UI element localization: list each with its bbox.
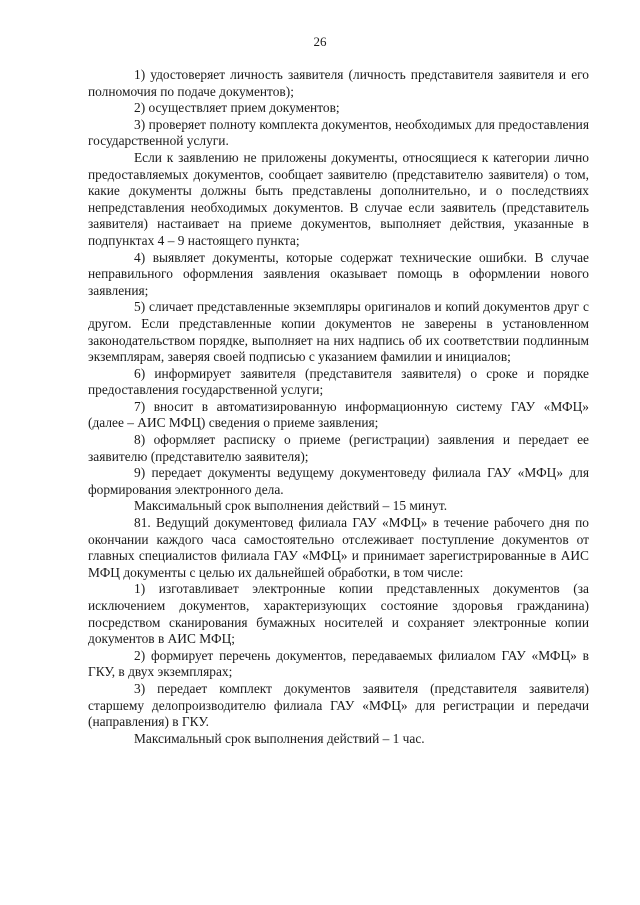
paragraph-81-item-3: 3) передает комплект документов заявителя (представителя заявителя) старшему делопроизводителю филиала ГАУ «МФЦ» для регистрации и передачи (направления) в ГКУ.: [88, 680, 589, 730]
document-body: [88, 67, 589, 747]
page-number: 26: [313, 34, 327, 49]
paragraph-item-7: 7) вносит в автоматизированную информационную систему ГАУ «МФЦ» (далее – АИС МФЦ) сведения о приеме заявления;: [88, 398, 589, 431]
paragraph-item-5: 5) сличает представленные экземпляры оригиналов и копий документов друг с другом. Если представленные копии документов не заверены в установленном законодательством порядке, выполняет на них надпись об их соответствии подлинным экземплярам, заверяя своей подписью с указанием фамилии и инициалов;: [88, 299, 589, 365]
paragraph-81-item-2: 2) формирует перечень документов, передаваемых филиалом ГАУ «МФЦ» в ГКУ, в двух экземплярах;: [88, 647, 589, 680]
paragraph-item-4: 4) выявляет документы, которые содержат технические ошибки. В случае неправильного оформления заявления оказывает помощь в оформлении нового заявления;: [88, 249, 589, 298]
paragraph-section-81: 81. Ведущий документовед филиала ГАУ «МФЦ» в течение рабочего дня по окончании каждого часа самостоятельно отслеживает поступление документов от главных специалистов филиала ГАУ «МФЦ» и принимает зарегистрированные в АИС МФЦ документы с целью их дальнейшей обработки, в том числе:: [88, 515, 589, 580]
paragraph-item-9: 9) передает документы ведущему документоведу филиала ГАУ «МФЦ» для формирования электронного дела.: [88, 465, 589, 497]
paragraph-item-8: 8) оформляет расписку о приеме (регистрации) заявления и передает ее заявителю (представителю заявителя);: [88, 432, 589, 464]
paragraph-item-1: 1) удостоверяет личность заявителя (личность представителя заявителя и его полномочия по подаче документов);: [88, 67, 589, 99]
paragraph-item-3: 3) проверяет полноту комплекта документов, необходимых для предоставления государственной услуги.: [88, 116, 589, 149]
paragraph-max-time-1h: Максимальный срок выполнения действий – 1 час.: [134, 730, 425, 746]
paragraph-item-6: 6) информирует заявителя (представителя заявителя) о сроке и порядке предоставления государственной услуги;: [88, 365, 589, 398]
paragraph-max-time-15min: Максимальный срок выполнения действий – 15 минут.: [134, 498, 448, 514]
paragraph-missing-documents: Если к заявлению не приложены документы, относящиеся к категории лично предоставляемых документов, сообщает заявителю (представителю заявителя) о том, какие документы должны быть представлены дополнительно, и о последствиях непредставления необходимых документов. В случае если заявитель (представитель заявителя) настаивает на приеме документов, выполняет действия, указанные в подпунктах 4 – 9 настоящего пункта;: [88, 149, 589, 248]
paragraph-item-2: 2) осуществляет прием документов;: [134, 100, 340, 116]
paragraph-81-item-1: 1) изготавливает электронные копии представленных документов (за исключением документов, характеризующих состояние здоровья гражданина) посредством сканирования бумажных носителей и сохраняет электронные копии документов в АИС МФЦ;: [88, 581, 589, 647]
